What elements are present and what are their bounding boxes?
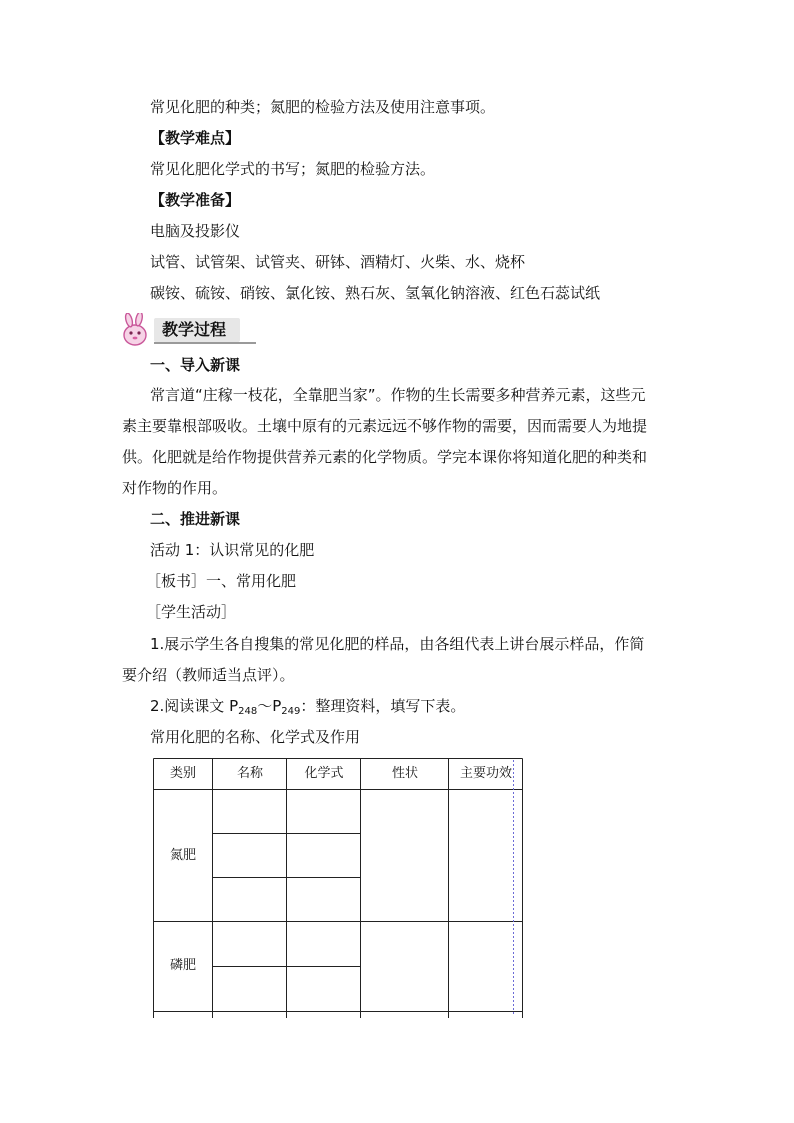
paragraph-line: 要介绍（教师适当点评）。 bbox=[122, 666, 295, 684]
section-heading-difficulty: 【教学难点】 bbox=[150, 129, 241, 147]
reading-suffix: ：整理资料，填写下表。 bbox=[300, 697, 466, 715]
table-header-formula: 化学式 bbox=[304, 766, 344, 781]
table-header-name: 名称 bbox=[236, 766, 263, 781]
text-line: 常见化肥的种类；氮肥的检验方法及使用注意事项。 bbox=[150, 98, 496, 116]
section-title-intro: 一、导入新课 bbox=[150, 356, 241, 374]
text-line: 碳铵、硫铵、硝铵、氯化铵、熟石灰、氢氧化钠溶液、红色石蕊试纸 bbox=[150, 284, 601, 302]
banner-underline bbox=[154, 342, 256, 344]
paragraph-line: 素主要靠根部吸收。土壤中原有的元素远远不够作物的需要，因而需要人为地提 bbox=[122, 417, 648, 435]
text-line: 试管、试管架、试管夹、研钵、酒精灯、火柴、水、烧杯 bbox=[150, 253, 526, 271]
fertilizer-table bbox=[153, 758, 523, 1018]
table-caption: 常用化肥的名称、化学式及作用 bbox=[150, 728, 361, 746]
text-line: 常见化肥化学式的书写；氮肥的检验方法。 bbox=[150, 160, 436, 178]
table-header-properties: 性状 bbox=[391, 766, 418, 781]
page-subscript: 248 bbox=[238, 706, 258, 717]
reading-prefix: 2.阅读课文 P bbox=[150, 697, 239, 715]
reading-middle: ～P bbox=[257, 697, 282, 715]
reading-instruction bbox=[150, 696, 465, 722]
table-header-function: 主要功效 bbox=[459, 766, 512, 781]
paragraph-line: 常言道“庄稼一枝花，全靠肥当家”。作物的生长需要多种营养元素，这些元 bbox=[150, 386, 646, 404]
text-line: 电脑及投影仪 bbox=[150, 222, 241, 240]
activity-line: 活动 1：认识常见的化肥 bbox=[150, 541, 315, 559]
paragraph-line: 1.展示学生各自搜集的常见化肥的样品，由各组代表上讲台展示样品，作简 bbox=[150, 635, 645, 653]
paragraph-line: 供。化肥就是给作物提供营养元素的化学物质。学完本课你将知道化肥的种类和 bbox=[122, 448, 648, 466]
teaching-process-banner bbox=[118, 313, 258, 347]
table-header-category: 类别 bbox=[169, 766, 196, 781]
page-subscript: 249 bbox=[281, 706, 301, 717]
table-grid bbox=[153, 758, 523, 1018]
section-heading-prep: 【教学准备】 bbox=[150, 191, 241, 209]
table-category-phosphate: 磷肥 bbox=[169, 958, 196, 973]
rabbit-icon bbox=[118, 313, 152, 347]
student-activity-line: ［学生活动］ bbox=[146, 603, 237, 621]
banner-title: 教学过程 bbox=[154, 318, 240, 342]
section-title-new-lesson: 二、推进新课 bbox=[150, 510, 241, 528]
paragraph-line: 对作物的作用。 bbox=[122, 479, 228, 497]
table-category-nitrogen: 氮肥 bbox=[169, 848, 196, 863]
board-line: ［板书］一、常用化肥 bbox=[146, 572, 297, 590]
